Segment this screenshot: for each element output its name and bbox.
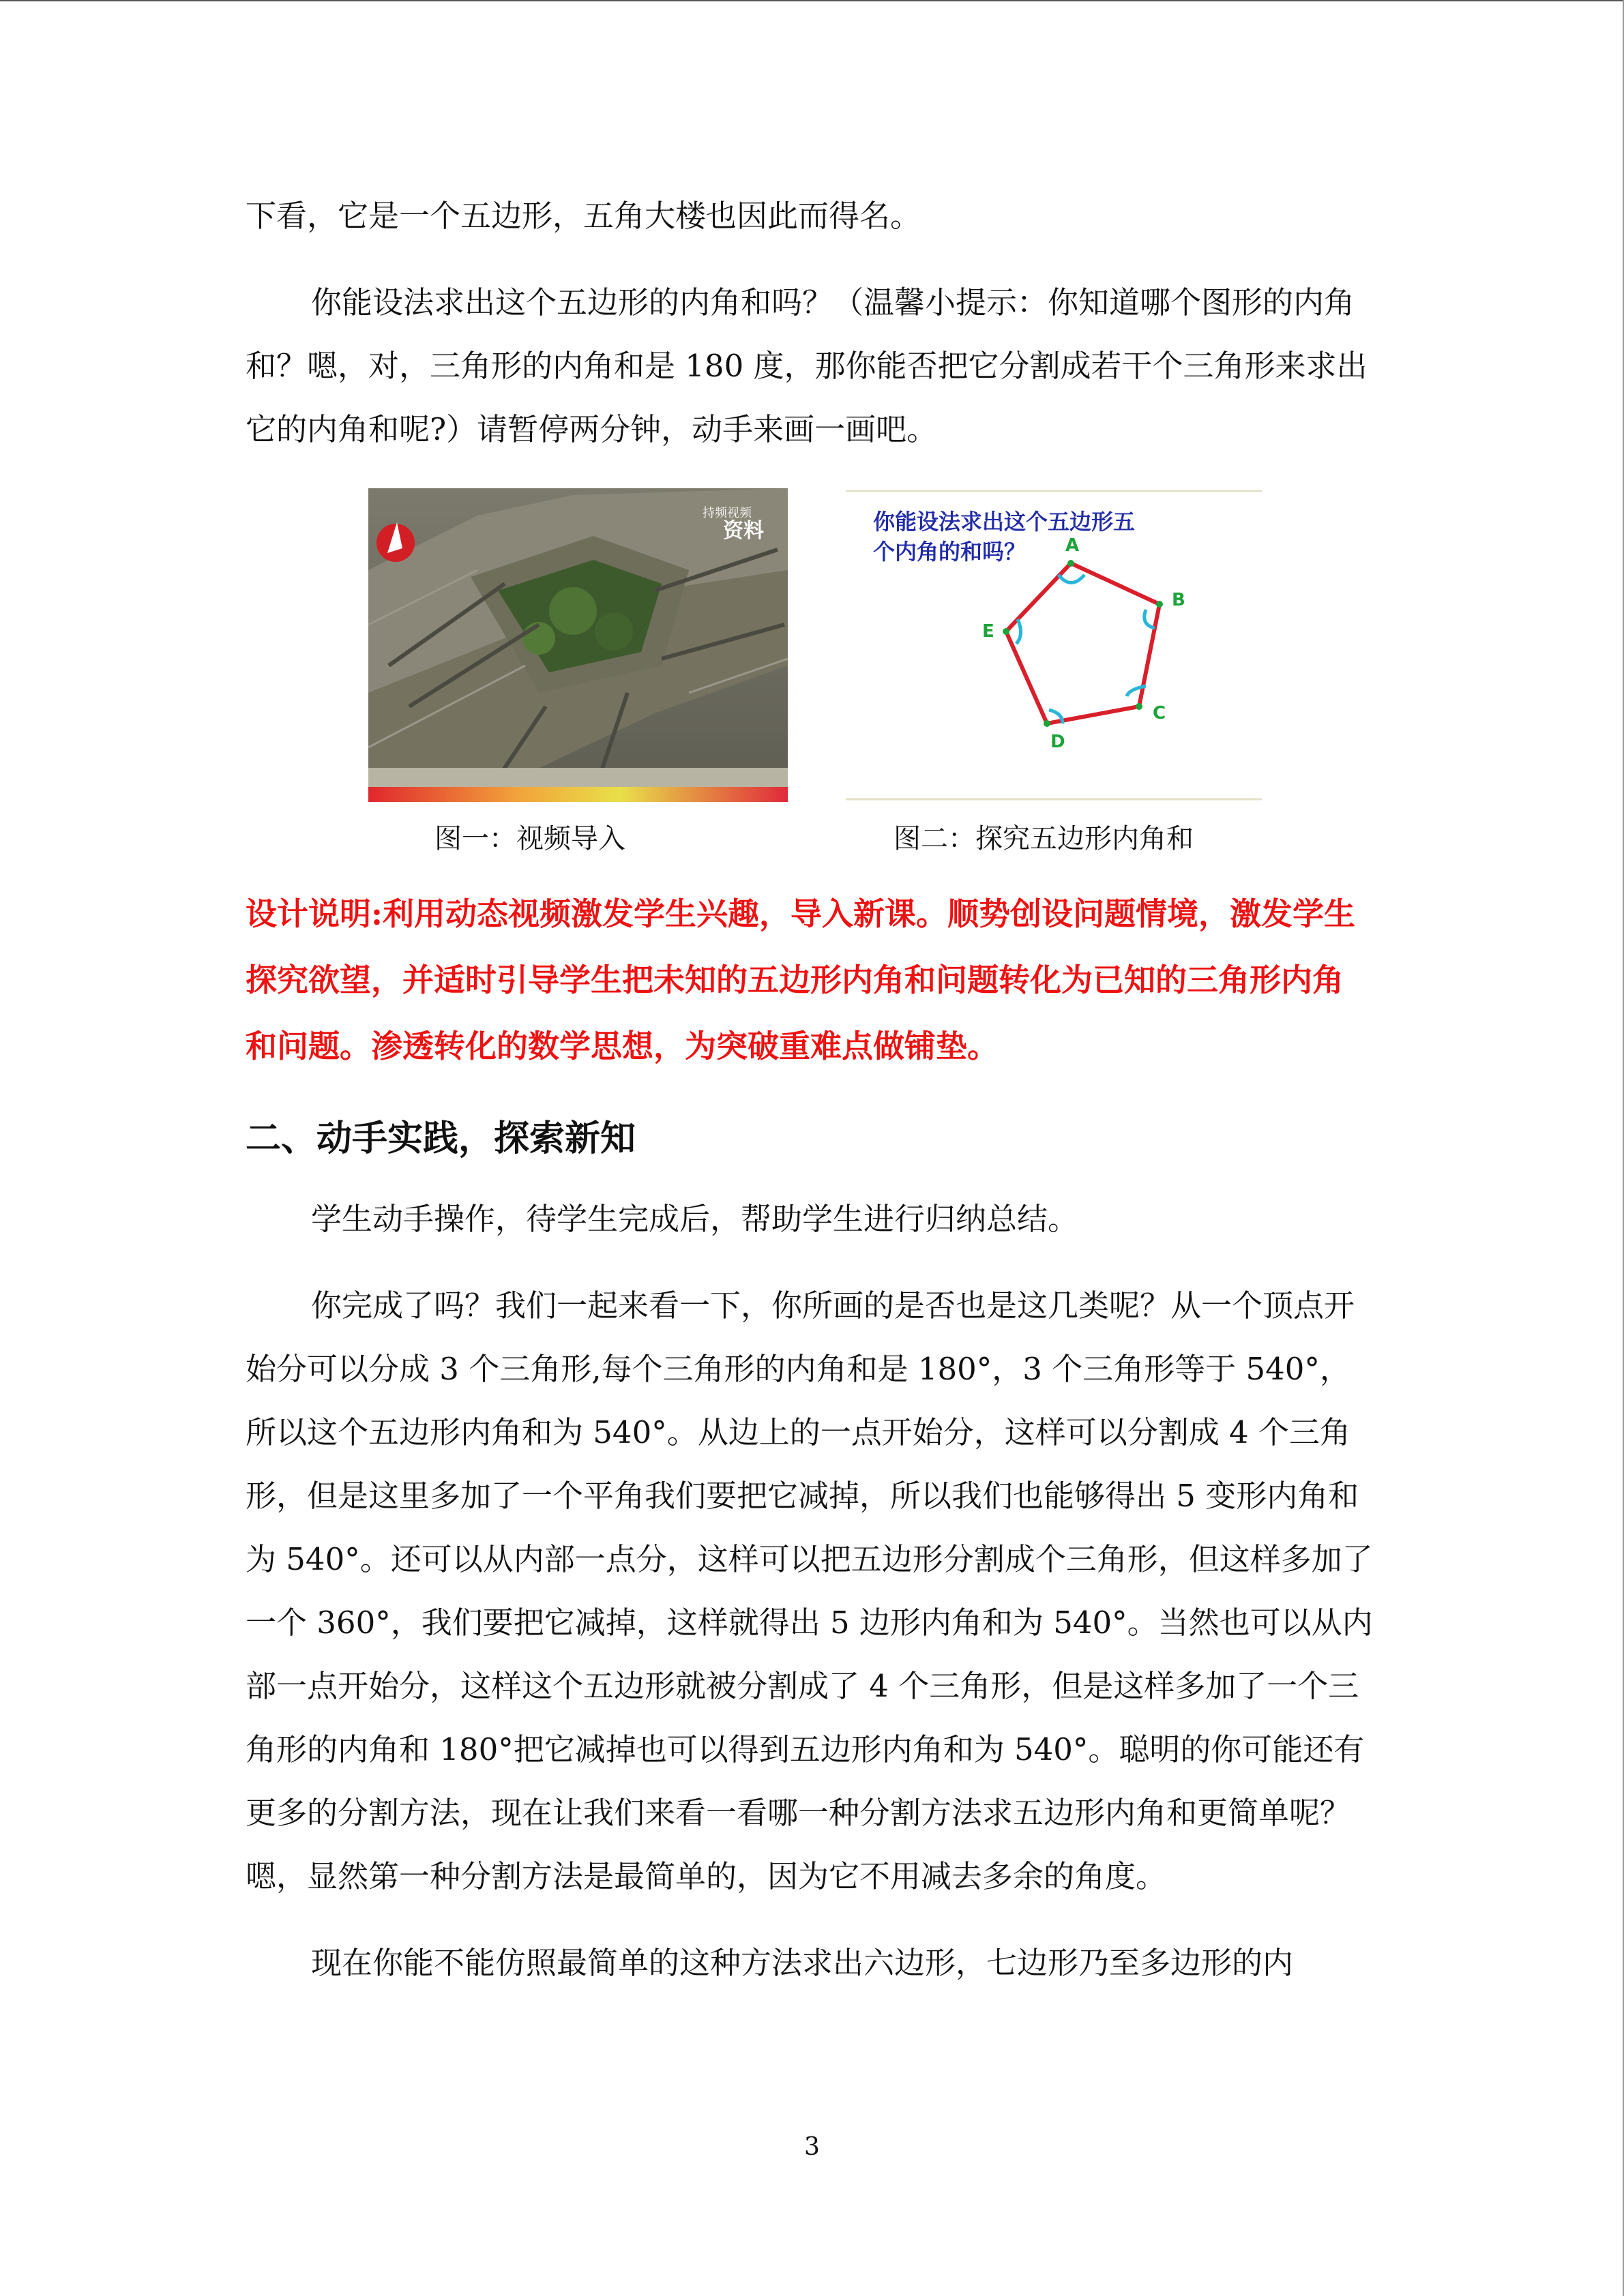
page-number: 3 <box>804 2133 820 2161</box>
vertex-e-point <box>1003 628 1009 635</box>
pentagon-shape <box>1006 563 1160 724</box>
vertex-label-d: D <box>1050 732 1065 752</box>
design-note: 设计说明:利用动态视频激发学生兴趣，导入新课。顺势创设问题情境，激发学生探究欲望，并适时引导学生把未知的五边形内角和问题转化为已知的三角形内角和问题。渗透转化的数学思想，为突破重难点做铺垫。 <box>246 895 1355 1064</box>
section-heading: 二、动手实践，探索新知 <box>246 1118 636 1159</box>
paragraph-next: 现在你能不能仿照最简单的这种方法求出六边形，七边形乃至多边形的内 <box>311 1945 1294 1981</box>
paragraph-question: 你能设法求出这个五边形的内角和吗？（温馨小提示：你知道哪个图形的内角和？嗯，对，三角形的内角和是 180 度，那你能否把它分割成若干个三角形来求出它的内角和呢?）请暂停两分钟，动手来画一画吧。 <box>246 284 1368 447</box>
aerial-photo-image <box>368 488 788 802</box>
pentagon-diagram <box>846 488 1262 802</box>
vertex-d-point <box>1044 720 1050 727</box>
vertex-label-e: E <box>982 621 994 642</box>
vertex-b-point <box>1156 601 1163 608</box>
figure1-caption: 图一：视频导入 <box>434 823 625 854</box>
figure2-caption: 图二：探究五边形内角和 <box>894 823 1194 854</box>
vertex-a-point <box>1067 560 1074 567</box>
vertex-label-c: C <box>1153 703 1166 724</box>
vertex-label-b: B <box>1172 590 1185 610</box>
figure-row <box>246 488 1374 877</box>
vertex-label-a: A <box>1065 535 1080 556</box>
overlay-label: 资料 <box>723 519 764 543</box>
diagram-question-line1: 你能设法求出这个五边形五 <box>873 509 1136 535</box>
pentagon-building-photo <box>368 488 788 802</box>
paragraph-continuation: 下看，它是一个五边形，五角大楼也因此而得名。 <box>246 198 921 234</box>
vertex-c-point <box>1136 703 1142 710</box>
document-body <box>246 184 1374 1995</box>
overlay-small-label: 持频视频 <box>703 506 752 520</box>
paragraph-practice: 学生动手操作，待学生完成后，帮助学生进行归纳总结。 <box>311 1201 1079 1237</box>
pentagon-diagram-svg <box>846 488 1262 802</box>
diagram-question-line2: 个内角的和吗？ <box>873 539 1027 565</box>
page-top-border <box>0 0 1624 1</box>
paragraph-explanation: 你完成了吗？我们一起来看一下，你所画的是否也是这几类呢？从一个顶点开始分可以分成 3 个三角形,每个三角形的内角和是 180°，3 个三角形等于 540°，所以这个五边形内角和为 540°。从边上的一点开始分，这样可以分割成 4 个三角形，但是这里多加了一个平角我们要把它减掉，所以我们也能够得出 5 变形内角和为 540°。还可以从内部一点分，这样可以把五边形分割成个三角形，但这样多加了一个 360°，我们要把它减掉，这样就得出 5 边形内角和为 540°。当然也可以从内部一点开始分，这样这个五边形就被分割成了 4 个三角形，但是这样多加了一个三角形的内角和 180°把它减掉也可以得到五边形内角和为 540°。聪明的你可能还有更多的分割方法，现在让我们来看一看哪一种分割方法求五边形内角和更简单呢？嗯，显然第一种分割方法是最简单的，因为它不用减去多余的角度。 <box>246 1287 1373 1894</box>
